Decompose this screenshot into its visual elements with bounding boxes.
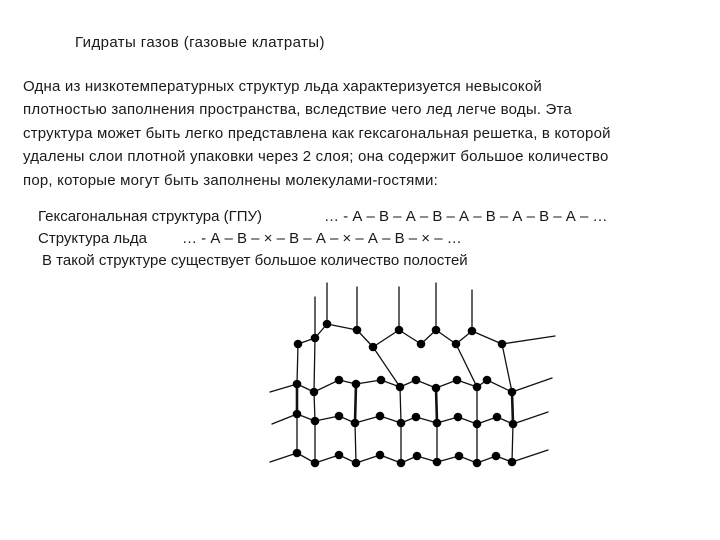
lattice-atom bbox=[396, 383, 405, 392]
lattice-bond bbox=[512, 424, 513, 462]
paragraph-line: Одна из низкотемпературных структур льда характеризуется невысокой bbox=[23, 78, 542, 95]
lattice-atom bbox=[369, 343, 378, 352]
paragraph-line: пор, которые могут быть заполнены молекулами-гостями: bbox=[23, 171, 438, 189]
lattice-atom bbox=[508, 388, 517, 397]
ice-label: Структура льда bbox=[38, 230, 147, 247]
lattice-bond bbox=[400, 387, 401, 423]
lattice-atom bbox=[473, 420, 482, 429]
lattice-bond bbox=[314, 392, 315, 421]
lattice-atom bbox=[311, 417, 320, 426]
lattice-bond-back bbox=[513, 412, 548, 424]
lattice-atom bbox=[311, 334, 320, 343]
lattice-atom bbox=[293, 410, 302, 419]
lattice-atom bbox=[417, 340, 426, 349]
lattice-atoms bbox=[293, 320, 518, 468]
lattice-atom bbox=[293, 380, 302, 389]
lattice-atom bbox=[397, 419, 406, 428]
lattice-bond bbox=[297, 344, 298, 384]
lattice-atom bbox=[335, 376, 344, 385]
lattice-atom bbox=[509, 420, 518, 429]
lattice-atom bbox=[376, 412, 385, 421]
lattice-atom bbox=[432, 326, 441, 335]
lattice-bonds bbox=[270, 283, 555, 463]
hcp-sequence: … - А – В – А – В – А – В – А – В – А – … bbox=[324, 208, 608, 225]
lattice-atom bbox=[493, 413, 502, 422]
lattice-bond-back bbox=[512, 378, 552, 392]
lattice-atom bbox=[352, 459, 361, 468]
lattice-atom bbox=[352, 380, 361, 389]
lattice-bond bbox=[355, 423, 356, 463]
lattice-atom bbox=[377, 376, 386, 385]
ice-sequence: … - А – В – × – В – А – × – А – В – × – … bbox=[182, 230, 462, 247]
lattice-atom bbox=[413, 452, 422, 461]
lattice-atom bbox=[433, 458, 442, 467]
lattice-atom bbox=[433, 419, 442, 428]
lattice-atom bbox=[293, 449, 302, 458]
slide-title: Гидраты газов (газовые клатраты) bbox=[75, 34, 325, 51]
lattice-atom bbox=[498, 340, 507, 349]
lattice-atom bbox=[310, 388, 319, 397]
lattice-bond bbox=[373, 330, 399, 347]
lattice-bond-front bbox=[436, 388, 437, 423]
lattice-atom bbox=[455, 452, 464, 461]
lattice-atom bbox=[492, 452, 501, 461]
lattice-atom bbox=[376, 451, 385, 460]
lattice-atom bbox=[323, 320, 332, 329]
lattice-atom bbox=[351, 419, 360, 428]
lattice-bond bbox=[502, 344, 512, 392]
lattice-atom bbox=[468, 327, 477, 336]
lattice-atom bbox=[395, 326, 404, 335]
lattice-bond bbox=[472, 331, 502, 344]
lattice-atom bbox=[412, 376, 421, 385]
lattice-atom bbox=[508, 458, 517, 467]
lattice-atom bbox=[353, 326, 362, 335]
lattice-atom bbox=[412, 413, 421, 422]
lattice-atom bbox=[454, 413, 463, 422]
lattice-bond-back bbox=[512, 450, 548, 462]
lattice-bond bbox=[327, 324, 357, 330]
paragraph-line: плотностью заполнения пространства, вследствие чего лед легче воды. Эта bbox=[23, 101, 572, 119]
lattice-atom bbox=[335, 451, 344, 460]
paragraph-line: удалены слои плотной упаковки через 2 слоя; она содержит большое количество bbox=[23, 148, 609, 166]
hcp-label: Гексагональная структура (ГПУ) bbox=[38, 208, 263, 225]
lattice-bond-front bbox=[355, 384, 356, 423]
lattice-bond-back bbox=[502, 336, 555, 344]
paragraph-line: структура может быть легко представлена как гексагональная решетка, в которой bbox=[23, 124, 611, 142]
lattice-atom bbox=[397, 459, 406, 468]
lattice-atom bbox=[473, 383, 482, 392]
lattice-atom bbox=[432, 384, 441, 393]
lattice-atom bbox=[294, 340, 303, 349]
lattice-bond bbox=[314, 338, 315, 392]
lattice-atom bbox=[483, 376, 492, 385]
lattice-bond-front bbox=[512, 392, 513, 424]
cavities-note: В такой структуре существует большое количество полостей bbox=[42, 252, 468, 269]
lattice-atom bbox=[453, 376, 462, 385]
lattice-atom bbox=[311, 459, 320, 468]
lattice-atom bbox=[335, 412, 344, 421]
lattice-atom bbox=[452, 340, 461, 349]
lattice-atom bbox=[473, 459, 482, 468]
